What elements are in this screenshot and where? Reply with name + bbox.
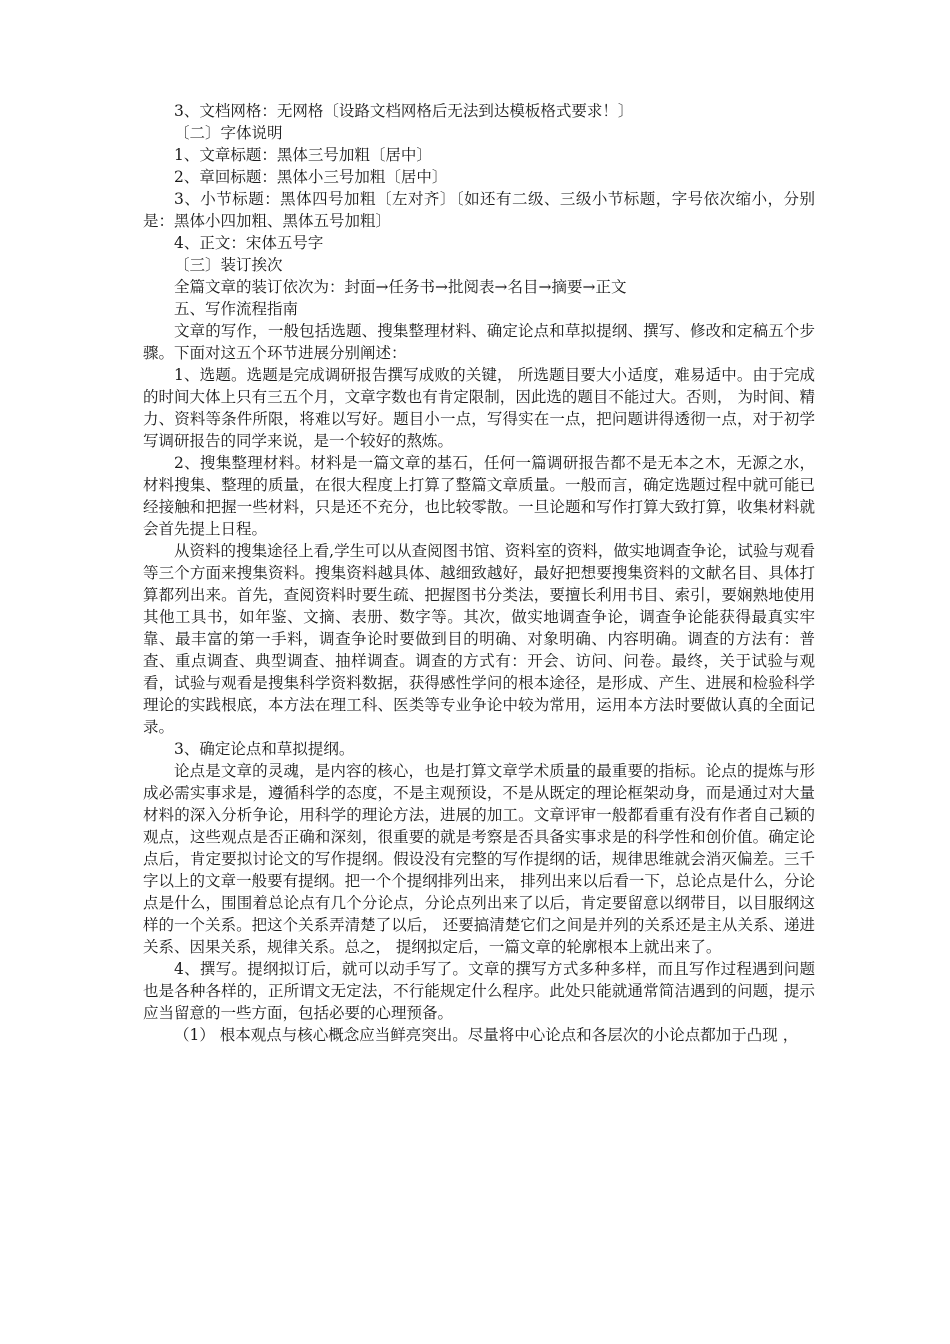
paragraph-doc-grid: 3、文档网格：无网格〔设路文档网格后无法到达模板格式要求！〕 — [174, 102, 634, 120]
paragraph-body-font: 4、正文：宋体五号字 — [174, 234, 324, 252]
paragraph-material-sources: 从资料的搜集途径上看,学生可以从查阅图书馆、资料室的资料，做实地调查争论，试验与观看等三个方面来搜集资料。搜集资料越具体、越细致越好，最好把想要搜集资料的文献名目、具体打算都列出来。首先，查阅资料时要生疏、把握图书分类法，要擅长利用书目、索引，要娴熟地使用其他工具书，如年鉴、文摘、表册、数字等。其次，做实地调查争论，调查争论能获得最真实牢靠、最丰富的第一手料，调查争论时要做到目的明确、对象明确、内容明确。调查的方法有：普查、重点调查、典型调查、抽样调查。调查的方式有：开会、访问、问卷。最终，关于试验与观看，试验与观看是搜集科学资料数据，获得感性学问的根本途径，是形成、产生、进展和检验科学理论的实践根底，本方法在理工科、医类等专业争论中较为常用，运用本方法时要做认真的全面记录。 — [143, 542, 815, 736]
paragraph-section-title-font: 3、小节标题：黑体四号加粗〔左对齐〕〔如还有二级、三级小节标题，字号依次缩小，分别是：黑体小四加粗、黑体五号加粗〕 — [143, 190, 815, 230]
heading-writing-guide: 五、写作流程指南 — [174, 300, 299, 318]
paragraph-drafting: 4、撰写。提纲拟订后，就可以动手写了。文章的撰写方式多种多样，而且写作过程遇到问题也是各种各样的，正所谓文无定法，不行能规定什么程序。此处只能就通常简洁遇到的问题，提示应当留意的一些方面，包括必要的心理预备。 — [143, 960, 815, 1022]
heading-font-spec: 〔二〕字体说明 — [174, 124, 283, 142]
heading-binding-order: 〔三〕装订挨次 — [174, 256, 283, 274]
paragraph-core-concepts: （1） 根本观点与核心概念应当鲜亮突出。尽量将中心论点和各层次的小论点都加于凸现 ， — [174, 1026, 799, 1044]
paragraph-collect-materials: 2、搜集整理材料。材料是一篇文章的基石，任何一篇调研报告都不是无本之木，无源之水，材料搜集、整理的质量，在很大程度上打算了整篇文章质量。一般而言，确定选题过程中就可能已经接触和把握一些材料，只是还不充分，也比较零散。一旦论题和写作打算大致打算，收集材料就会首先提上日程。 — [143, 454, 815, 538]
paragraph-article-title-font: 1、文章标题：黑体三号加粗〔居中〕 — [174, 146, 432, 164]
paragraph-writing-intro: 文章的写作，一般包括选题、搜集整理材料、确定论点和草拟提纲、撰写、修改和定稿五个步骤。下面对这五个环节进展分别阐述： — [143, 322, 815, 362]
paragraph-topic-selection: 1、选题。选题是完成调研报告撰写成败的关键， 所选题目要大小适度，难易适中。由于完成的时间大体上只有三五个月，文章字数也有肯定限制，因此选的题目不能过大。否则， 为时间、精力、资料等条件所限，将难以写好。题目小一点，写得实在一点，把问题讲得透彻一点，对于初学写调研报告的同学来说，是一个较好的熬炼。 — [143, 366, 815, 450]
paragraph-thesis-outline-heading: 3、确定论点和草拟提纲。 — [174, 740, 355, 758]
paragraph-thesis-outline: 论点是文章的灵魂，是内容的核心，也是打算文章学术质量的最重要的指标。论点的提炼与形成必需实事求是，遵循科学的态度，不是主观预设，不是从既定的理论框架动身，而是通过对大量材料的深入分析争论，用科学的理论方法，进展的加工。文章评审一般都看重有没有作者自己颖的观点，这些观点是否正确和深刻，很重要的就是考察是否具备实事求是的科学性和创价值。确定论点后，肯定要拟讨论文的写作提纲。假设没有完整的写作提纲的话，规律思维就会消灭偏差。三千字以上的文章一般要有提纲。把一个个提纲排列出来， 排列出来以后看一下，总论点是什么，分论点是什么，围围着总论点有几个分论点，分论点列出来了以后，肯定要留意以纲带目，以目服纲这样的一个关系。把这个关系弄清楚了以后， 还要搞清楚它们之间是并列的关系还是主从关系、递进关系、因果关系，规律关系。总之， 提纲拟定后，一篇文章的轮廓根本上就出来了。 — [143, 762, 815, 956]
paragraph-binding-sequence: 全篇文章的装订依次为：封面→任务书→批阅表→名目→摘要→正文 — [174, 278, 627, 296]
document-body — [143, 100, 815, 1046]
paragraph-chapter-title-font: 2、章回标题：黑体小三号加粗〔居中〕 — [174, 168, 448, 186]
